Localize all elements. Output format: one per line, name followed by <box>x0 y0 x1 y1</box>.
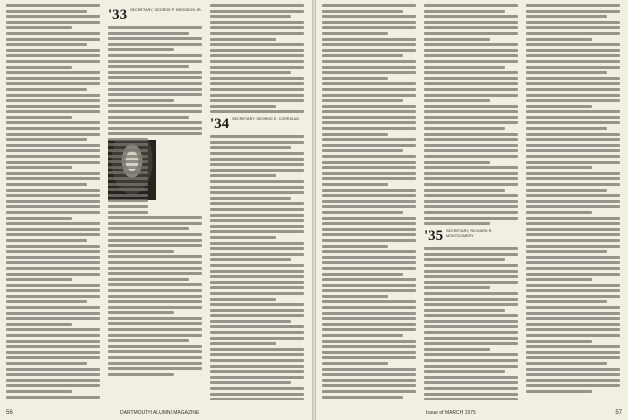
class-secretary: SECRETARY, GEORGE E. CORRIGAN <box>232 117 299 122</box>
class-heading-35 <box>424 229 518 243</box>
left-page <box>0 0 312 420</box>
right-page-column-2 <box>424 4 518 400</box>
left-page-column-1 <box>6 4 100 400</box>
photo-block <box>108 138 202 216</box>
right-page-column-1 <box>322 4 416 400</box>
class-secretary: SECRETARY, RICHARD R. MONTGOMERY <box>446 229 493 238</box>
left-page-column-2 <box>108 4 202 400</box>
class-heading-33 <box>108 8 202 22</box>
class-number: '35 <box>424 228 444 245</box>
right-page <box>316 0 628 420</box>
issue-date-footer: Issue of MARCH 1975 <box>426 410 476 416</box>
page-number-left: 56 <box>6 410 13 416</box>
class-heading-34 <box>210 117 304 131</box>
magazine-title-footer: DARTMOUTH ALUMNI MAGAZINE <box>120 410 200 416</box>
page-number-right: 57 <box>615 410 622 416</box>
class-secretary: SECRETARY, GEORGE P. BRONSON JR. <box>130 8 202 12</box>
class-number: '34 <box>210 116 230 133</box>
class-number: '33 <box>108 7 128 23</box>
right-page-column-3 <box>526 4 620 400</box>
left-page-column-3 <box>210 4 304 400</box>
